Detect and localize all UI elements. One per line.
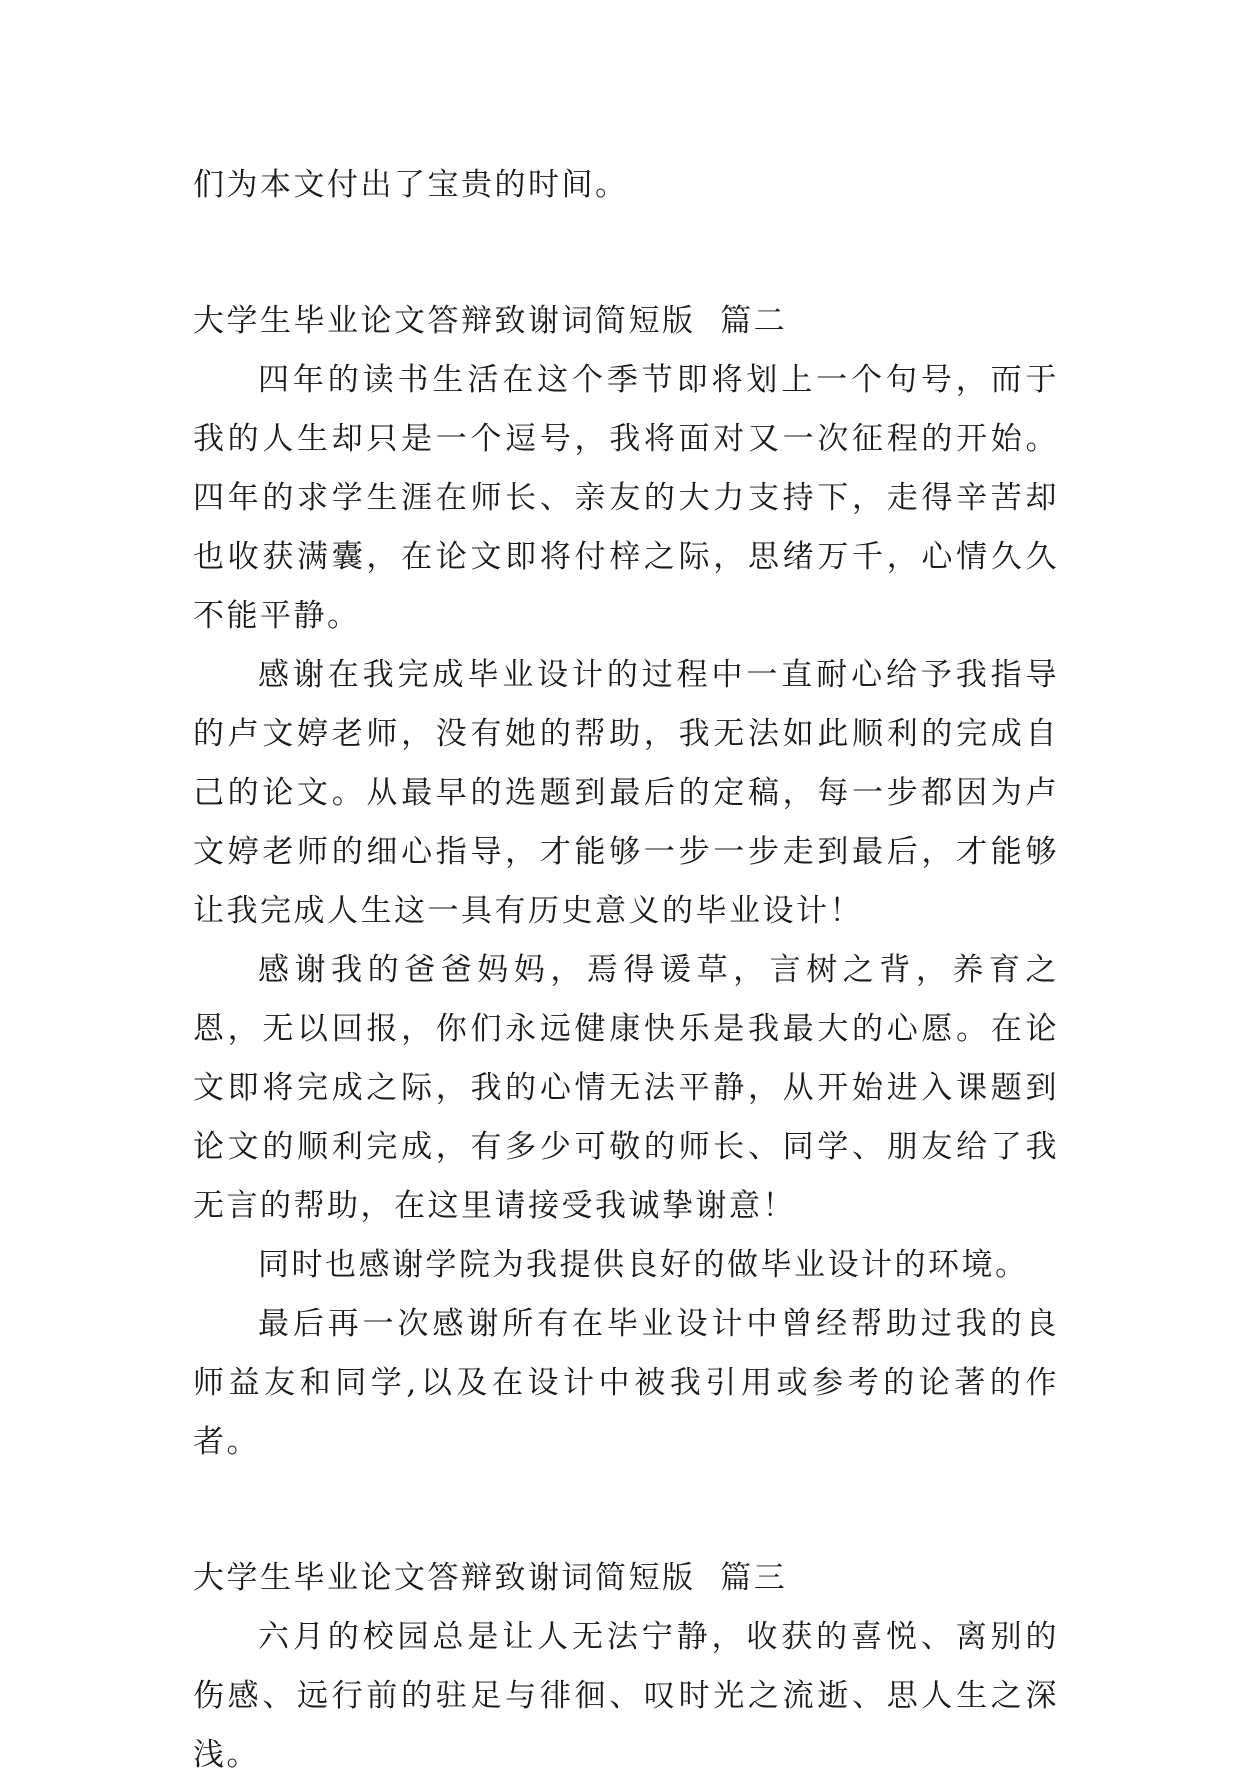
section-three-title: 大学生毕业论文答辩致谢词简短版 篇三	[193, 1560, 788, 1596]
section-spacer	[193, 215, 1059, 292]
section-two-paragraph-5: 最后再一次感谢所有在毕业设计中曾经帮助过我的良师益友和同学,以及在设计中被我引用或参考的论著的作者。	[193, 1306, 1059, 1460]
section-three-paragraph-1: 六月的校园总是让人无法宁静，收获的喜悦、离别的伤感、远行前的驻足与徘徊、叹时光之流逝、思人生之深浅。	[193, 1619, 1059, 1773]
section-two-title: 大学生毕业论文答辩致谢词简短版 篇二	[193, 303, 788, 339]
section-two-paragraph-2: 感谢在我完成毕业设计的过程中一直耐心给予我指导的卢文婷老师，没有她的帮助，我无法如此顺利的完成自己的论文。从最早的选题到最后的定稿，每一步都因为卢文婷老师的细心指导，才能够一步一步走到最后，才能够让我完成人生这一具有历史意义的毕业设计！	[193, 657, 1059, 929]
continued-paragraph: 们为本文付出了宝贵的时间。	[193, 167, 629, 203]
section-two-paragraph-4: 同时也感谢学院为我提供良好的做毕业设计的环境。	[258, 1247, 1029, 1283]
document-body	[193, 156, 1059, 1785]
section-spacer	[193, 1472, 1059, 1549]
section-two-paragraph-1: 四年的读书生活在这个季节即将划上一个句号，而于我的人生却只是一个逗号，我将面对又一次征程的开始。四年的求学生涯在师长、亲友的大力支持下，走得辛苦却也收获满囊，在论文即将付梓之际，思绪万千，心情久久不能平静。	[193, 362, 1059, 634]
section-two-paragraph-3: 感谢我的爸爸妈妈，焉得谖草，言树之背，养育之恩，无以回报，你们永远健康快乐是我最大的心愿。在论文即将完成之际，我的心情无法平静，从开始进入课题到论文的顺利完成，有多少可敬的师长、同学、朋友给了我无言的帮助，在这里请接受我诚挚谢意！	[193, 952, 1059, 1224]
